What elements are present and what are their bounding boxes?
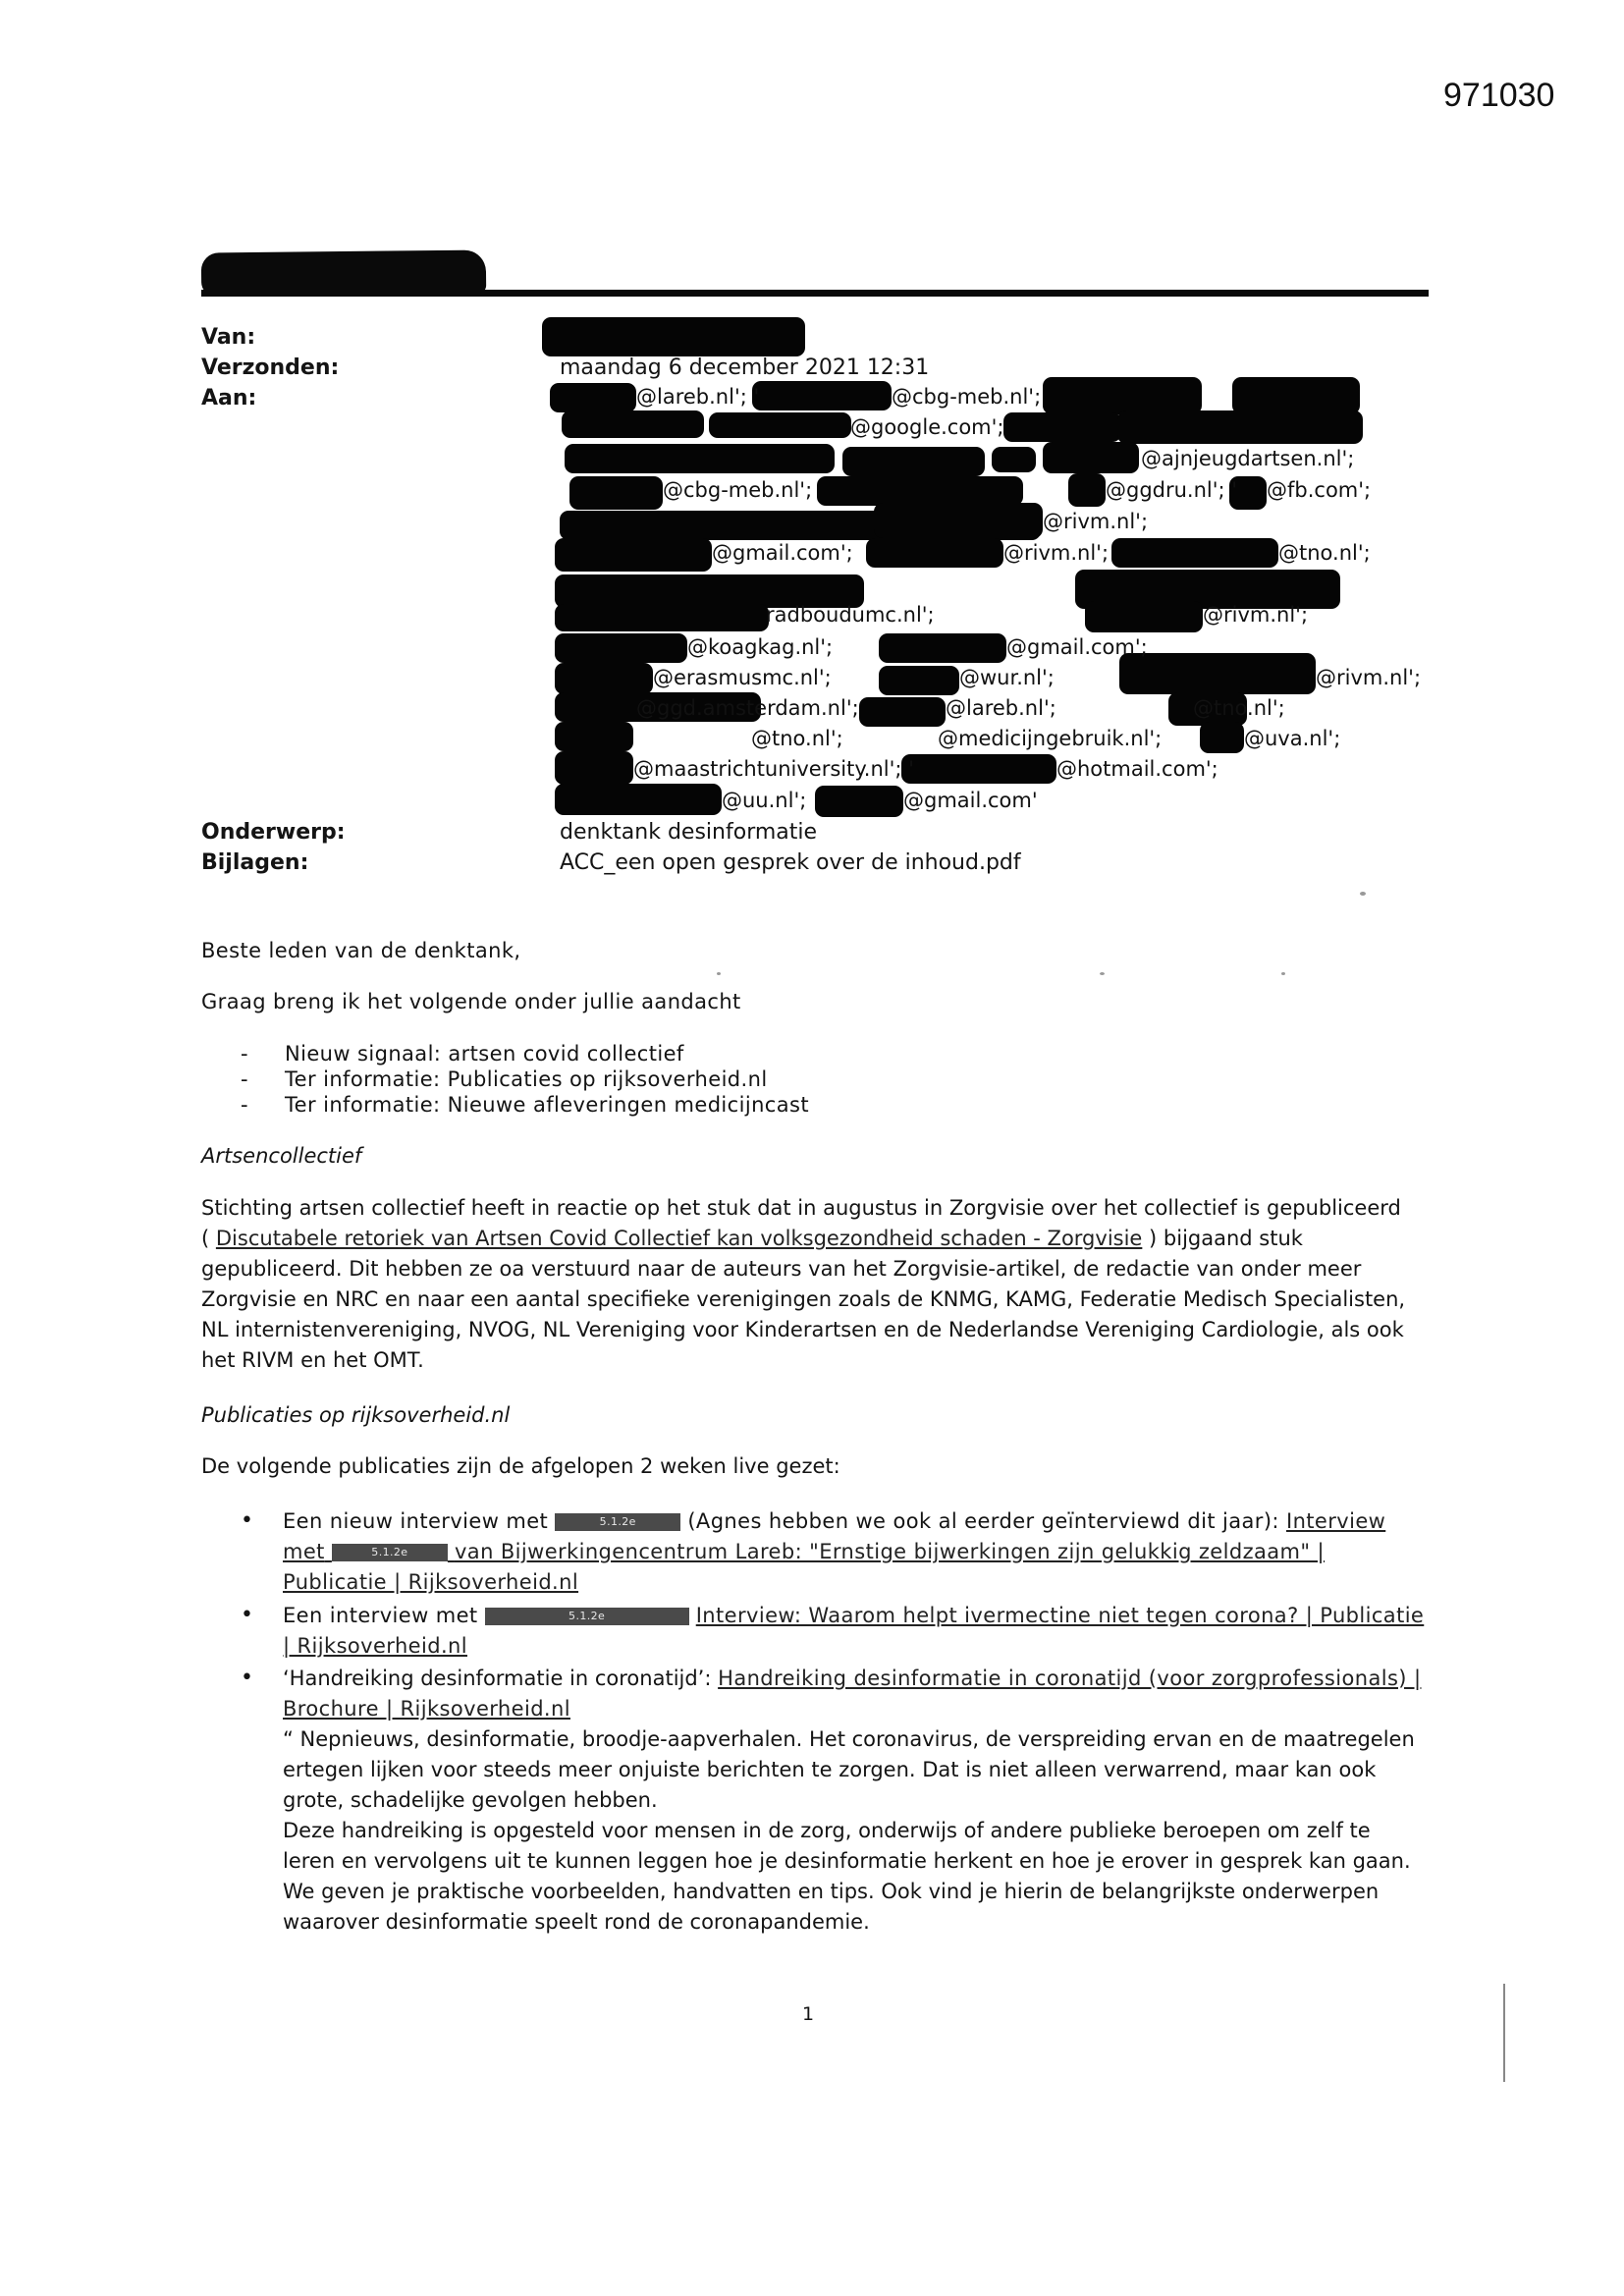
list-item: Een interview met 5.1.2e Interview: Waarom helpt ivermectine niet tegen corona? | Publicatie | Rijksoverheid.nl xyxy=(283,1604,1425,1658)
recipient-redaction xyxy=(1043,442,1139,473)
redaction-box: 5.1.2e xyxy=(485,1608,689,1625)
recipient-domain: @ajnjeugdartsen.nl'; xyxy=(1141,447,1355,470)
recipient-redaction xyxy=(1232,377,1360,414)
recipient-domain: @uva.nl'; xyxy=(1244,727,1341,750)
recipient-redaction xyxy=(1117,410,1363,444)
section-title-publicaties: Publicaties op rijksoverheid.nl xyxy=(201,1403,511,1427)
bijlagen-label: Bijlagen: xyxy=(201,850,309,875)
recipient-domain: @maastrichtuniversity.nl'; ' xyxy=(633,757,914,781)
recipient-redaction xyxy=(565,444,835,473)
recipient-redaction xyxy=(859,697,946,727)
section-title-artsencollectief: Artsencollectief xyxy=(201,1144,362,1168)
recipient-domain: @erasmusmc.nl'; xyxy=(653,666,832,689)
list-item: - Nieuw signaal: artsen covid collectief xyxy=(241,1042,684,1066)
recipient-domain: @rivm.nl'; xyxy=(1203,603,1309,627)
recipient-domain: @uu.nl'; xyxy=(722,789,807,812)
interview-link[interactable]: Interview met 5.1.2e van Bijwerkingencentrum Lareb: "Ernstige bijwerkingen zijn gelukkig zeldzaam" | Publicatie | Rijksoverheid.nl xyxy=(283,1509,1386,1594)
van-redaction xyxy=(542,317,805,356)
recipient-domain: @tno.nl'; xyxy=(751,727,843,750)
list-item: - Ter informatie: Publicaties op rijksoverheid.nl xyxy=(241,1067,768,1091)
publicaties-intro: De volgende publicaties zijn de afgelopen 2 weken live gezet: xyxy=(201,1454,840,1478)
quote-paragraph-1: “ Nepnieuws, desinformatie, broodje-aapverhalen. Het coronavirus, de verspreiding ervan en de maatregelen ertegen lijken voor steeds meer onjuiste berichten te zorgen. Dat is niet alleen verwarrend, maar kan ook grote, schadelijke gevolgen hebben. xyxy=(283,1727,1415,1812)
intro-text: Graag breng ik het volgende onder jullie aandacht xyxy=(201,990,741,1013)
summary-list xyxy=(241,1041,809,1118)
recipient-redaction xyxy=(555,784,722,815)
zorgvisie-link[interactable]: Discutabele retoriek van Artsen Covid Collectief kan volksgezondheid schaden - Zorgvisie xyxy=(215,1227,1143,1250)
bullet-dot: • xyxy=(241,1603,253,1627)
ivermectine-link[interactable]: Interview: Waarom helpt ivermectine niet tegen corona? | Publicatie | Rijksoverheid.nl xyxy=(283,1604,1425,1658)
recipient-domain: @rivm.nl'; xyxy=(1003,541,1110,565)
list-item: ‘Handreiking desinformatie in coronatijd’: Handreiking desinformatie in coronatijd (voor zorgprofessionals) | Brochure | Rijksoverheid.nl “ Nepnieuws, desinformatie, broodje-aapverhalen. Het coronavirus, de verspreiding ervan en de maatregelen ertegen lijken voor steeds meer onjuiste berichten te zorgen. Dat is niet alleen verwarrend, maar kan ook grote, schadelijke gevolgen hebben. Deze handreiking is opgesteld voor mensen in de zorg, onderwijs of andere publieke beroepen om zelf te leren en vervolgens uit te kunnen leggen hoe je desinformatie herkent en hoe je erover in gesprek kan gaan. We geven je praktische voorbeelden, handvatten en tips. Ook vind je hierin de belangrijkste onderwerpen waarover desinformatie speelt rond de coronapandemie. xyxy=(283,1664,1427,1938)
recipient-redaction xyxy=(550,383,636,412)
recipient-redaction xyxy=(1068,473,1106,507)
recipient-domain: @gmail.com' xyxy=(903,789,1038,812)
recipient-redaction xyxy=(752,381,892,410)
recipient-redaction xyxy=(1003,412,1121,442)
recipient-redaction xyxy=(1043,377,1202,414)
recipient-redaction xyxy=(1085,601,1203,632)
recipient-redaction xyxy=(555,604,769,631)
artsencollectief-paragraph: Stichting artsen collectief heeft in reactie op het stuk dat in augustus in Zorgvisie over het collectief is gepubliceerd ( Discutabele retoriek van Artsen Covid Collectief kan volksgezondheid schaden - Zorgvisie ) bijgaand stuk gepubliceerd. Dit hebben ze oa verstuurd naar de auteurs van het Zorgvisie-artikel, de redactie van onder meer Zorgvisie en NRC en naar een aantal specifieke verenigingen zoals de KNMG, KAMG, Federatie Medisch Specialisten, NL internistenvereniging, NVOG, NL Vereniging voor Kinderartsen en de Nederlandse Vereniging Cardiologie, als ook het RIVM en het OMT. xyxy=(201,1196,1406,1372)
quote-paragraph-2: Deze handreiking is opgesteld voor mensen in de zorg, onderwijs of andere publieke beroepen om zelf te leren en vervolgens uit te kunnen leggen hoe je desinformatie herkent en hoe je erover in gesprek kan gaan. We geven je praktische voorbeelden, handvatten en tips. Ook vind je hierin de belangrijkste onderwerpen waarover desinformatie speelt rond de coronapandemie. xyxy=(283,1819,1411,1934)
recipient-redaction xyxy=(555,722,633,751)
recipient-domain: @ggdru.nl'; ' xyxy=(1106,478,1238,502)
recipient-domain: @tno.nl'; xyxy=(1278,541,1371,565)
verzonden-label: Verzonden: xyxy=(201,355,340,380)
header-rule xyxy=(201,290,1429,297)
recipient-redaction xyxy=(1111,538,1278,568)
recipient-redaction xyxy=(555,751,633,785)
recipient-redaction xyxy=(555,538,712,572)
list-item: - Ter informatie: Nieuwe afleveringen medicijncast xyxy=(241,1093,809,1117)
recipient-domain: @rivm.nl'; xyxy=(1316,666,1422,689)
scan-speck xyxy=(1281,972,1285,975)
recipient-redaction xyxy=(866,538,1003,568)
scan-margin-line xyxy=(1503,1984,1505,2082)
recipient-domain: @koagkag.nl'; xyxy=(687,635,834,659)
recipient-redaction xyxy=(1119,653,1316,694)
bijlagen-value: ACC_een open gesprek over de inhoud.pdf xyxy=(560,850,1021,875)
recipient-domain: @ggd.amsterdam.nl'; xyxy=(636,696,859,720)
recipient-domain: @rivm.nl'; xyxy=(1043,510,1149,533)
onderwerp-label: Onderwerp: xyxy=(201,820,346,845)
recipient-redaction xyxy=(874,503,1043,538)
recipient-redaction xyxy=(992,447,1036,472)
verzonden-value: maandag 6 december 2021 12:31 xyxy=(560,355,930,380)
recipient-domain: @cbg-meb.nl'; xyxy=(892,385,1042,409)
bullet-dot: • xyxy=(241,1508,253,1533)
recipient-domain: @gmail.com'; xyxy=(712,541,853,565)
recipient-domain: @google.com'; xyxy=(850,415,1004,439)
recipient-domain: radboudumc.nl'; xyxy=(766,603,935,627)
recipient-domain: @tno.nl'; xyxy=(1193,696,1285,720)
bullet-dot: • xyxy=(241,1666,253,1690)
recipient-redaction xyxy=(1200,722,1244,753)
recipient-redaction xyxy=(842,447,985,476)
redaction-box: 5.1.2e xyxy=(332,1544,448,1561)
recipient-redaction xyxy=(817,476,1023,506)
recipient-domain: @medicijngebruik.nl'; xyxy=(938,727,1163,750)
redaction-box: 5.1.2e xyxy=(555,1513,680,1531)
recipient-domain: @gmail.com'; xyxy=(1006,635,1148,659)
recipient-redaction xyxy=(879,666,959,695)
recipient-domain: @wur.nl'; xyxy=(959,666,1055,689)
scan-speck xyxy=(717,972,721,975)
recipient-redaction xyxy=(569,476,663,510)
recipient-redaction xyxy=(709,412,851,438)
handreiking-link[interactable]: Handreiking desinformatie in coronatijd (voor zorgprofessionals) | Brochure | Rijksoverheid.nl xyxy=(283,1667,1422,1721)
document-number: 971030 xyxy=(1443,77,1555,114)
scan-speck xyxy=(1360,892,1366,896)
scan-speck xyxy=(1100,972,1105,975)
aan-label: Aan: xyxy=(201,386,257,410)
recipient-redaction xyxy=(562,410,704,438)
page-number: 1 xyxy=(802,2003,815,2025)
recipient-domain: @fb.com'; xyxy=(1267,478,1372,502)
recipient-domain: @hotmail.com'; xyxy=(1056,757,1218,781)
recipient-domain: @lareb.nl'; xyxy=(946,696,1056,720)
greeting: Beste leden van de denktank, xyxy=(201,939,521,962)
recipient-redaction xyxy=(555,663,653,694)
recipient-redaction xyxy=(879,633,1006,663)
recipient-redaction xyxy=(901,754,1056,784)
recipient-redaction xyxy=(815,786,903,817)
recipient-domain: @lareb.nl'; ' xyxy=(636,385,760,409)
recipient-domain: @cbg-meb.nl'; xyxy=(663,478,813,502)
list-item: Een nieuw interview met 5.1.2e (Agnes hebben we ook al eerder geïnterviewd dit jaar): Interview met 5.1.2e van Bijwerkingencentrum Lareb: "Ernstige bijwerkingen zijn gelukkig zeldzaam" | Publicatie | Rijksoverheid.nl xyxy=(283,1509,1386,1594)
onderwerp-value: denktank desinformatie xyxy=(560,820,818,845)
recipient-redaction xyxy=(555,633,687,663)
van-label: Van: xyxy=(201,325,256,350)
